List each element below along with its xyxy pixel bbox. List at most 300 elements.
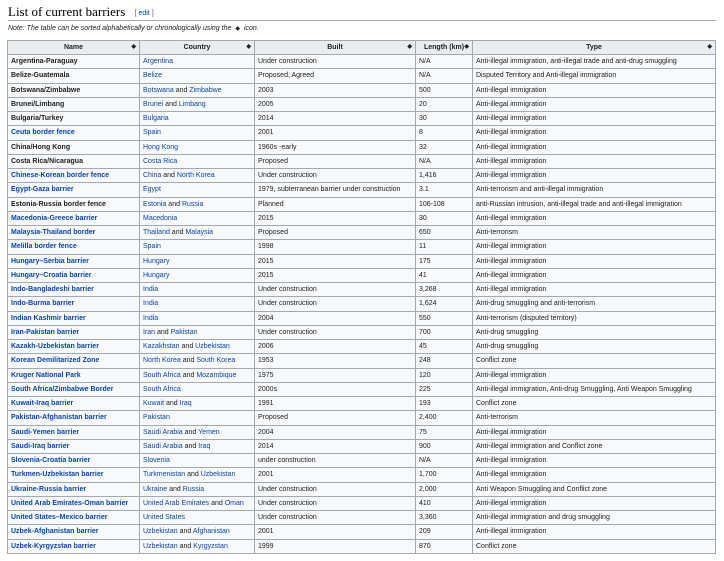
country-conjunction: and bbox=[177, 528, 193, 536]
country-conjunction: and bbox=[180, 371, 197, 379]
length-cell: 2,000 bbox=[416, 482, 473, 496]
type-cell: Anti-illegal immigration bbox=[473, 211, 716, 225]
country-link[interactable]: South Africa bbox=[143, 371, 181, 379]
country-conjunction: and bbox=[179, 343, 196, 351]
type-cell: Anti-illegal immigration bbox=[473, 496, 716, 510]
barrier-name-cell: Estonia-Russia border fence bbox=[8, 197, 140, 211]
country-link[interactable]: Botswana bbox=[143, 86, 174, 94]
country-cell bbox=[140, 112, 255, 126]
country-cell bbox=[140, 511, 255, 525]
type-cell: Anti-illegal immigration bbox=[473, 254, 716, 268]
built-cell: Under construction bbox=[255, 482, 416, 496]
built-cell: Under construction bbox=[255, 511, 416, 525]
country-link[interactable]: United Arab Emirates bbox=[143, 499, 210, 507]
country-link[interactable]: Pakistan bbox=[143, 414, 170, 422]
country-link[interactable]: Russia bbox=[182, 485, 205, 493]
table-row bbox=[8, 539, 716, 553]
length-cell: 209 bbox=[416, 525, 473, 539]
barrier-name-cell[interactable]: South Africa/Zimbabwe Border bbox=[8, 382, 140, 396]
country-link[interactable]: Bulgaria bbox=[143, 115, 169, 123]
sort-icon[interactable]: ◆ bbox=[464, 44, 469, 50]
type-cell: Anti-drug smuggling bbox=[473, 340, 716, 354]
country-cell bbox=[140, 482, 255, 496]
country-conjunction: and bbox=[182, 428, 199, 436]
country-conjunction: and bbox=[180, 357, 197, 365]
type-cell: Anti-illegal immigration and drug smuggling bbox=[473, 511, 716, 525]
country-cell bbox=[140, 439, 255, 453]
country-cell bbox=[140, 211, 255, 225]
country-link[interactable]: Kyrgyzstan bbox=[193, 542, 228, 550]
length-cell: 225 bbox=[416, 382, 473, 396]
country-cell bbox=[140, 55, 255, 69]
barrier-name-cell[interactable]: Kruger National Park bbox=[8, 368, 140, 382]
country-link[interactable]: China bbox=[143, 172, 162, 180]
country-link[interactable]: Egypt bbox=[143, 186, 161, 194]
sort-icon[interactable]: ◆ bbox=[131, 44, 136, 50]
country-cell bbox=[140, 226, 255, 240]
sort-icon[interactable]: ◆ bbox=[246, 44, 251, 50]
sort-note-text: Note: The table can be sorted alphabetically or chronologically using the bbox=[8, 25, 232, 32]
country-link[interactable]: Kuwait bbox=[143, 400, 165, 408]
country-cell bbox=[140, 368, 255, 382]
type-cell: Anti Weapon Smuggling and Conflict zone bbox=[473, 482, 716, 496]
built-cell: 2000s bbox=[255, 382, 416, 396]
type-cell: Anti-illegal immigration bbox=[473, 112, 716, 126]
country-cell bbox=[140, 311, 255, 325]
barrier-name-cell: Brunei/Limbang bbox=[8, 97, 140, 111]
country-conjunction: and bbox=[164, 400, 180, 408]
built-cell: 1960s -early bbox=[255, 140, 416, 154]
country-link[interactable]: Iran bbox=[143, 328, 156, 336]
heading-divider bbox=[8, 20, 716, 21]
country-link[interactable]: Limbang bbox=[178, 100, 206, 108]
country-link[interactable]: Uzbekistan bbox=[143, 542, 178, 550]
table-row bbox=[8, 297, 716, 311]
country-cell bbox=[140, 340, 255, 354]
barrier-name-cell[interactable]: Ukraine-Russia barrier bbox=[8, 482, 140, 496]
country-cell bbox=[140, 297, 255, 311]
table-row bbox=[8, 69, 716, 83]
country-link[interactable]: Kazakhstan bbox=[143, 343, 180, 351]
length-cell: N/A bbox=[416, 55, 473, 69]
type-cell: Conflict zone bbox=[473, 354, 716, 368]
country-cell bbox=[140, 354, 255, 368]
country-link[interactable]: Turkmenistan bbox=[143, 471, 186, 479]
length-cell: 1,700 bbox=[416, 468, 473, 482]
column-header-built[interactable] bbox=[255, 41, 416, 55]
column-header-label: Type bbox=[586, 44, 602, 51]
barrier-name-cell[interactable]: United States–Mexico barrier bbox=[8, 511, 140, 525]
country-link[interactable]: Hungary bbox=[143, 271, 170, 279]
table-row bbox=[8, 454, 716, 468]
barrier-name-cell: Costa Rica/Nicaragua bbox=[8, 154, 140, 168]
length-cell: 550 bbox=[416, 311, 473, 325]
length-cell: 248 bbox=[416, 354, 473, 368]
country-link[interactable]: North Korea bbox=[143, 357, 181, 365]
barrier-name-cell[interactable]: Turkmen-Uzbekistan barrier bbox=[8, 468, 140, 482]
built-cell: 2014 bbox=[255, 112, 416, 126]
length-cell: 41 bbox=[416, 268, 473, 282]
country-link[interactable]: Pakistan bbox=[170, 328, 198, 336]
table-row bbox=[8, 97, 716, 111]
edit-bracket-open: [ bbox=[134, 10, 139, 17]
barrier-name-cell[interactable]: Macedonia-Greece barrier bbox=[8, 211, 140, 225]
table-row bbox=[8, 354, 716, 368]
length-cell: 410 bbox=[416, 496, 473, 510]
built-cell: Proposed bbox=[255, 154, 416, 168]
length-cell: 3.1 bbox=[416, 183, 473, 197]
length-cell: 2,400 bbox=[416, 411, 473, 425]
table-row bbox=[8, 240, 716, 254]
table-row bbox=[8, 425, 716, 439]
table-row bbox=[8, 468, 716, 482]
table-row bbox=[8, 283, 716, 297]
sort-note-suffix: icon. bbox=[243, 25, 259, 32]
table-row bbox=[8, 254, 716, 268]
table-row bbox=[8, 368, 716, 382]
table-row bbox=[8, 439, 716, 453]
built-cell: 2003 bbox=[255, 83, 416, 97]
section-title: List of current barriers bbox=[8, 4, 126, 19]
built-cell: Proposed bbox=[255, 411, 416, 425]
barriers-table bbox=[7, 40, 716, 554]
barrier-name-cell[interactable]: Malaysia-Thailand border bbox=[8, 226, 140, 240]
country-link[interactable]: Slovenia bbox=[143, 457, 170, 465]
length-cell: 900 bbox=[416, 439, 473, 453]
country-cell bbox=[140, 525, 255, 539]
table-row bbox=[8, 511, 716, 525]
table-row bbox=[8, 154, 716, 168]
sort-icon: ◆ bbox=[235, 26, 240, 32]
country-link[interactable]: Hong Kong bbox=[143, 143, 179, 151]
length-cell: 3,360 bbox=[416, 511, 473, 525]
built-cell: Under construction bbox=[255, 283, 416, 297]
barrier-name-cell[interactable]: Indo-Burma barrier bbox=[8, 297, 140, 311]
built-cell: under construction bbox=[255, 454, 416, 468]
table-row bbox=[8, 140, 716, 154]
table-row bbox=[8, 226, 716, 240]
built-cell: 1998 bbox=[255, 240, 416, 254]
country-link[interactable]: Uzbekistan bbox=[195, 343, 230, 351]
barrier-name-cell[interactable]: Pakistan-Afghanistan barrier bbox=[8, 411, 140, 425]
table-row bbox=[8, 169, 716, 183]
length-cell: 45 bbox=[416, 340, 473, 354]
table-row bbox=[8, 197, 716, 211]
country-conjunction: and bbox=[209, 499, 225, 507]
column-header-label: Length (km) bbox=[423, 44, 465, 51]
built-cell: 1991 bbox=[255, 397, 416, 411]
country-cell bbox=[140, 496, 255, 510]
built-cell: 2006 bbox=[255, 340, 416, 354]
table-row bbox=[8, 83, 716, 97]
type-cell: Anti-illegal immigration bbox=[473, 425, 716, 439]
built-cell: 2015 bbox=[255, 254, 416, 268]
country-conjunction: and bbox=[155, 328, 171, 336]
type-cell: Anti-terrorism and anti-illegal immigration bbox=[473, 183, 716, 197]
length-cell: 32 bbox=[416, 140, 473, 154]
type-cell: Anti-illegal immigration bbox=[473, 240, 716, 254]
built-cell: 2015 bbox=[255, 268, 416, 282]
length-cell: 175 bbox=[416, 254, 473, 268]
sort-icon[interactable]: ◆ bbox=[707, 44, 712, 50]
edit-section-link[interactable]: edit bbox=[138, 10, 150, 17]
column-header-type[interactable] bbox=[473, 41, 716, 55]
built-cell: 1979, subterranean barrier under construction bbox=[255, 183, 416, 197]
country-link[interactable]: India bbox=[143, 314, 159, 322]
column-header-name[interactable] bbox=[8, 41, 140, 55]
type-cell: Anti-illegal immigration, anti-illegal trade and anti-drug smuggling bbox=[473, 55, 716, 69]
built-cell: Proposed, Agreed bbox=[255, 69, 416, 83]
length-cell: N/A bbox=[416, 154, 473, 168]
country-link[interactable]: Saudi Arabia bbox=[143, 428, 183, 436]
country-link[interactable]: Oman bbox=[224, 499, 244, 507]
length-cell: 1,416 bbox=[416, 169, 473, 183]
barrier-name-cell[interactable]: Ceuta border fence bbox=[8, 126, 140, 140]
country-conjunction: and bbox=[185, 471, 201, 479]
country-link[interactable]: Brunei bbox=[143, 100, 164, 108]
column-header-country[interactable] bbox=[140, 41, 255, 55]
country-conjunction: and bbox=[177, 542, 194, 550]
type-cell: anti-Russian intrusion, anti-illegal trade and anti-illegal immigration bbox=[473, 197, 716, 211]
type-cell: Anti-illegal immigration bbox=[473, 468, 716, 482]
barrier-name-cell: Botswana/Zimbabwe bbox=[8, 83, 140, 97]
country-cell bbox=[140, 325, 255, 339]
barrier-name-cell[interactable]: Saudi-Yemen barrier bbox=[8, 425, 140, 439]
table-row bbox=[8, 496, 716, 510]
country-cell bbox=[140, 254, 255, 268]
sort-note bbox=[8, 24, 259, 34]
table-row bbox=[8, 55, 716, 69]
country-link[interactable]: Saudi Arabia bbox=[143, 442, 183, 450]
barrier-name-cell[interactable]: Chinese-Korean border fence bbox=[8, 169, 140, 183]
country-cell bbox=[140, 397, 255, 411]
type-cell: Anti-illegal immigration bbox=[473, 140, 716, 154]
table-row bbox=[8, 112, 716, 126]
country-cell bbox=[140, 126, 255, 140]
barrier-name-cell[interactable]: Egypt-Gaza barrier bbox=[8, 183, 140, 197]
built-cell: 1953 bbox=[255, 354, 416, 368]
type-cell: Anti-terrorism bbox=[473, 226, 716, 240]
table-row bbox=[8, 325, 716, 339]
edit-bracket-close: ] bbox=[149, 10, 154, 17]
type-cell: Conflict zone bbox=[473, 539, 716, 553]
barrier-name-cell[interactable]: Uzbek-Afghanistan barrier bbox=[8, 525, 140, 539]
length-cell: 30 bbox=[416, 211, 473, 225]
country-conjunction: and bbox=[166, 200, 182, 208]
country-link[interactable]: Uzbekistan bbox=[200, 471, 236, 479]
length-cell: 120 bbox=[416, 368, 473, 382]
table-row bbox=[8, 126, 716, 140]
column-header-label: Country bbox=[183, 44, 211, 51]
country-cell bbox=[140, 197, 255, 211]
type-cell: Anti-illegal immigration bbox=[473, 97, 716, 111]
country-link[interactable]: Zimbabwe bbox=[189, 86, 222, 94]
country-cell bbox=[140, 539, 255, 553]
sort-icon[interactable]: ◆ bbox=[407, 44, 412, 50]
country-link[interactable]: Russia bbox=[181, 200, 204, 208]
country-cell bbox=[140, 97, 255, 111]
country-cell bbox=[140, 283, 255, 297]
country-link[interactable]: South Korea bbox=[196, 357, 236, 365]
table-row bbox=[8, 268, 716, 282]
country-cell bbox=[140, 268, 255, 282]
built-cell: Under construction bbox=[255, 496, 416, 510]
table-row bbox=[8, 183, 716, 197]
country-cell bbox=[140, 69, 255, 83]
country-cell bbox=[140, 83, 255, 97]
table-row bbox=[8, 397, 716, 411]
country-link[interactable]: Macedonia bbox=[143, 214, 178, 222]
country-link[interactable]: Iraq bbox=[198, 442, 211, 450]
country-cell bbox=[140, 183, 255, 197]
country-cell bbox=[140, 240, 255, 254]
country-link[interactable]: India bbox=[143, 300, 159, 308]
length-cell: 870 bbox=[416, 539, 473, 553]
type-cell: Anti-illegal immigration bbox=[473, 126, 716, 140]
length-cell: 30 bbox=[416, 112, 473, 126]
country-cell bbox=[140, 169, 255, 183]
section-heading bbox=[8, 3, 154, 21]
table-row bbox=[8, 525, 716, 539]
length-cell: 1,624 bbox=[416, 297, 473, 311]
country-link[interactable]: Thailand bbox=[143, 229, 170, 237]
barrier-name-cell[interactable]: Kuwait-Iraq barrier bbox=[8, 397, 140, 411]
country-link[interactable]: North Korea bbox=[176, 172, 215, 180]
built-cell: 2005 bbox=[255, 97, 416, 111]
country-conjunction: and bbox=[163, 100, 179, 108]
length-cell: 75 bbox=[416, 425, 473, 439]
type-cell: Anti-illegal immigration bbox=[473, 268, 716, 282]
barrier-name-cell[interactable]: Uzbek-Kyrgyzstan barrier bbox=[8, 539, 140, 553]
barrier-name-cell[interactable]: Iran-Pakistan barrier bbox=[8, 325, 140, 339]
length-cell: 11 bbox=[416, 240, 473, 254]
country-conjunction: and bbox=[182, 442, 199, 450]
type-cell: Anti-illegal immigration bbox=[473, 525, 716, 539]
country-cell bbox=[140, 411, 255, 425]
built-cell: 2004 bbox=[255, 311, 416, 325]
table-header-row bbox=[8, 41, 716, 55]
built-cell: 2014 bbox=[255, 439, 416, 453]
country-link[interactable]: Ukraine bbox=[143, 485, 168, 493]
length-cell: 106-108 bbox=[416, 197, 473, 211]
table-row bbox=[8, 340, 716, 354]
country-link[interactable]: Afghanistan bbox=[192, 528, 230, 536]
column-header-label: Name bbox=[63, 44, 84, 51]
type-cell: Anti-illegal immigration, Anti-drug Smuggling, Anti Weapon Smuggling bbox=[473, 382, 716, 396]
country-link[interactable]: Hungary bbox=[143, 257, 170, 265]
country-link[interactable]: South Africa bbox=[143, 385, 181, 393]
country-link[interactable]: United States bbox=[143, 514, 186, 522]
country-link[interactable]: Argentina bbox=[143, 58, 173, 66]
country-conjunction: and bbox=[161, 172, 177, 180]
type-cell: Anti-illegal immigration bbox=[473, 283, 716, 297]
barrier-name-cell[interactable]: Hungary–Croatia barrier bbox=[8, 268, 140, 282]
column-header-length[interactable] bbox=[416, 41, 473, 55]
country-link[interactable]: Spain bbox=[143, 243, 161, 251]
barrier-name-cell[interactable]: Melilla border fence bbox=[8, 240, 140, 254]
type-cell: Conflict zone bbox=[473, 397, 716, 411]
barrier-name-cell[interactable]: Korean Demilitarized Zone bbox=[8, 354, 140, 368]
built-cell: 2004 bbox=[255, 425, 416, 439]
type-cell: Anti-illegal immigration bbox=[473, 83, 716, 97]
table-row bbox=[8, 382, 716, 396]
type-cell: Anti-illegal immigration bbox=[473, 368, 716, 382]
length-cell: 500 bbox=[416, 83, 473, 97]
table-body bbox=[8, 55, 716, 554]
type-cell: Anti-illegal immigration bbox=[473, 454, 716, 468]
barrier-name-cell[interactable]: Kazakh-Uzbekistan barrier bbox=[8, 340, 140, 354]
type-cell: Anti-illegal immigration bbox=[473, 169, 716, 183]
built-cell: 2015 bbox=[255, 211, 416, 225]
country-link[interactable]: Yemen bbox=[198, 428, 220, 436]
table-row bbox=[8, 311, 716, 325]
country-conjunction: and bbox=[167, 485, 183, 493]
country-link[interactable]: Estonia bbox=[143, 200, 167, 208]
country-conjunction: and bbox=[169, 229, 186, 237]
country-cell bbox=[140, 382, 255, 396]
type-cell: Anti-terrorism bbox=[473, 411, 716, 425]
built-cell: Under construction bbox=[255, 169, 416, 183]
country-cell bbox=[140, 425, 255, 439]
table-row bbox=[8, 211, 716, 225]
barrier-name-cell[interactable]: Indo-Bangladeshi barrier bbox=[8, 283, 140, 297]
country-cell bbox=[140, 154, 255, 168]
length-cell: 650 bbox=[416, 226, 473, 240]
built-cell: Under construction bbox=[255, 297, 416, 311]
table-row bbox=[8, 482, 716, 496]
length-cell: N/A bbox=[416, 69, 473, 83]
built-cell: Under construction bbox=[255, 325, 416, 339]
type-cell: Disputed Territory and Anti-illegal immigration bbox=[473, 69, 716, 83]
built-cell: 2001 bbox=[255, 468, 416, 482]
barrier-name-cell: Argentina-Paraguay bbox=[8, 55, 140, 69]
barrier-name-cell[interactable]: Slovenia-Croatia barrier bbox=[8, 454, 140, 468]
country-link[interactable]: Mozambique bbox=[196, 371, 237, 379]
length-cell: 700 bbox=[416, 325, 473, 339]
barrier-name-cell: Belize-Guatemala bbox=[8, 69, 140, 83]
country-link[interactable]: Belize bbox=[143, 72, 163, 80]
country-cell bbox=[140, 140, 255, 154]
built-cell: 2001 bbox=[255, 525, 416, 539]
length-cell: 20 bbox=[416, 97, 473, 111]
built-cell: 2001 bbox=[255, 126, 416, 140]
table-row bbox=[8, 411, 716, 425]
barrier-name-cell[interactable]: Indian Kashmir barrier bbox=[8, 311, 140, 325]
built-cell: 1999 bbox=[255, 539, 416, 553]
country-link[interactable]: India bbox=[143, 286, 159, 294]
barrier-name-cell[interactable]: Hungary–Serbia barrier bbox=[8, 254, 140, 268]
country-link[interactable]: Spain bbox=[143, 129, 161, 137]
type-cell: Anti-illegal immigration bbox=[473, 154, 716, 168]
built-cell: Proposed bbox=[255, 226, 416, 240]
barrier-name-cell: China/Hong Kong bbox=[8, 140, 140, 154]
length-cell: N/A bbox=[416, 454, 473, 468]
built-cell: 1975 bbox=[255, 368, 416, 382]
edit-section-link-wrapper bbox=[135, 10, 154, 17]
country-link[interactable]: Malaysia bbox=[185, 229, 214, 237]
barrier-name-cell[interactable]: United Arab Emirates-Oman barrier bbox=[8, 496, 140, 510]
country-conjunction: and bbox=[173, 86, 190, 94]
type-cell: Anti-illegal immigration and Conflict zone bbox=[473, 439, 716, 453]
type-cell: Anti-terrorism (disputed territory) bbox=[473, 311, 716, 325]
country-link[interactable]: Costa Rica bbox=[143, 157, 178, 165]
country-link[interactable]: Iraq bbox=[179, 400, 192, 408]
length-cell: 8 bbox=[416, 126, 473, 140]
country-cell bbox=[140, 454, 255, 468]
country-cell bbox=[140, 468, 255, 482]
barrier-name-cell[interactable]: Saudi-Iraq barrier bbox=[8, 439, 140, 453]
country-link[interactable]: Uzbekistan bbox=[143, 528, 178, 536]
